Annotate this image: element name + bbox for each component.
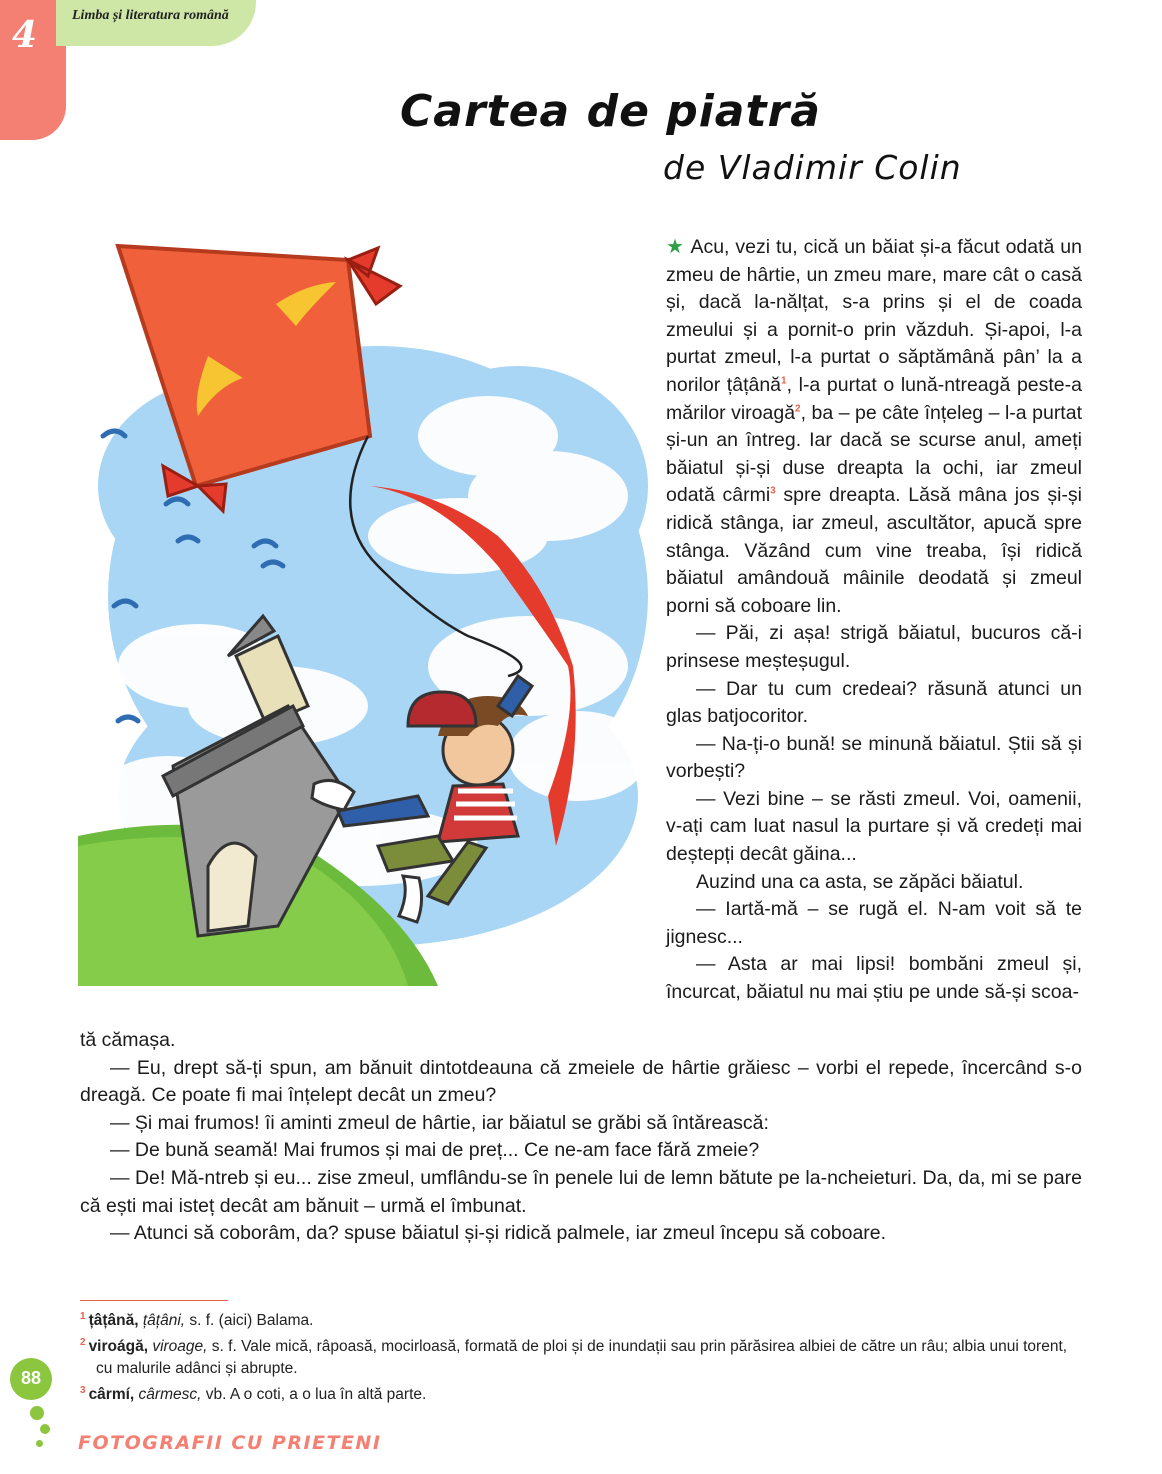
footnote-mark-3[interactable]: 3 <box>770 485 776 497</box>
footnote-mark-2[interactable]: 2 <box>795 403 801 415</box>
paragraph-6: Auzind una ca asta, se zăpăci băiatul. <box>696 870 1024 893</box>
kite-boy-illustration <box>78 236 658 986</box>
paragraph-9: — Eu, drept să-ți spun, am bănuit dintotdeauna că zmeiele de hârtie grăiesc – vorbi el repede, încercând s-o dreagă. Ce poate fi mai înțelept decât un zmeu? <box>80 1056 1082 1107</box>
story-full-width <box>80 1027 1082 1248</box>
paragraph-7: — Iartă-mă – se rugă el. N-am voit să te jignesc... <box>666 898 1082 948</box>
decor-dot <box>36 1440 43 1447</box>
paragraph-5: — Vezi bine – se răsti zmeul. Voi, oamenii, v-ați cam luat nasul la purtare și vă credeți mai deștepți decât găina... <box>666 787 1082 866</box>
footnote-mark-1[interactable]: 1 <box>781 375 787 387</box>
story-author: de Vladimir Colin <box>663 148 962 187</box>
paragraph-8-end: tă cămașa. <box>80 1029 176 1051</box>
paragraph-1: ★ Acu, vezi tu, cică un băiat și-a făcut odată un zmeu de hârtie, un zmeu mare, mare cât o casă și, dacă la-nălțat, s-a prins și el de coada zmeului și a pornit-o prin văzduh. Și-apoi, l-a purtat zmeul, l-a purtat o săptămână pân’ la a norilor țâțână$^1$, l-a purtat o lună-ntreagă peste-a mărilor viroagă$^2$, ba – pe câte înțeleg – l-a purtat și-un an întreg. Iar dacă se scurse anul, ameți băiatul și-și duse dreapta la ochi, iar zmeul odată cârmi$^3$ spre dreapta. Lăsă mâna jos și-și ridică stânga, iar zmeul, ascultător, apucă spre stânga. Văzând cum vine treaba, își ridică băiatul amândouă mâinile deodată și zmeul porni să coboare lin. <box>666 236 1082 617</box>
footnote-2: $^2$ viroágă, viroage, s. f. Vale mică, râpoasă, mocirloasă, formată de ploi și de inundații sau prin părăsirea albiei de către un râu; albia unui torent, cu malurile adânci și abrupte. <box>80 1337 1068 1378</box>
paragraph-3: — Dar tu cum credeai? răsună atunci un glas batjocoritor. <box>666 677 1082 728</box>
chapter-number: 4 <box>12 14 38 56</box>
footnote-3: $^3$ cârmí, cârmesc, vb. A o coti, a o lua în altă parte. <box>80 1385 427 1404</box>
decor-dot <box>40 1424 50 1434</box>
paragraph-11: — De bună seamă! Mai frumos și mai de preț... Ce ne-am face fără zmeie? <box>110 1139 760 1162</box>
story-title: Cartea de piatră <box>400 86 821 137</box>
paragraph-10: — Și mai frumos! îi aminti zmeul de hârtie, iar băiatul se grăbi să întărească: <box>110 1111 769 1134</box>
paragraph-12: — De! Mă-ntreb și eu... zise zmeul, umflându-se în penele lui de lemn bătute pe la-ncheieturi. Da, da, mi se pare că ești mai isteț decât am bănuit – urmă el îmbunat. <box>80 1166 1082 1217</box>
footnote-1: $^1$ țâțână, țâțâni, s. f. (aici) Balama. <box>80 1311 314 1330</box>
unit-title: FOTOGRAFII CU PRIETENI <box>78 1432 382 1454</box>
paragraph-13: — Atunci să coborâm, da? spuse băiatul și-și ridică palmele, iar zmeul începu să coboare. <box>110 1222 887 1245</box>
paragraph-4: — Na-ți-o bună! se minună băiatul. Știi să și vorbești? <box>666 732 1082 783</box>
story-column <box>666 234 1082 1007</box>
subject-title: Limba și literatura română <box>72 8 229 23</box>
decor-dot <box>30 1406 44 1420</box>
paragraph-2: — Păi, zi așa! strigă băiatul, bucuros că-i prinsese meșteșugul. <box>666 622 1082 672</box>
footnote-divider <box>80 1300 228 1301</box>
star-icon: ★ <box>666 236 685 258</box>
footnotes <box>80 1306 1084 1406</box>
paragraph-8: — Asta ar mai lipsi! bombăni zmeul și, încurcat, băiatul nu mai știu pe unde să-și scoa- <box>666 953 1082 1004</box>
page-number: 88 <box>20 1368 42 1388</box>
